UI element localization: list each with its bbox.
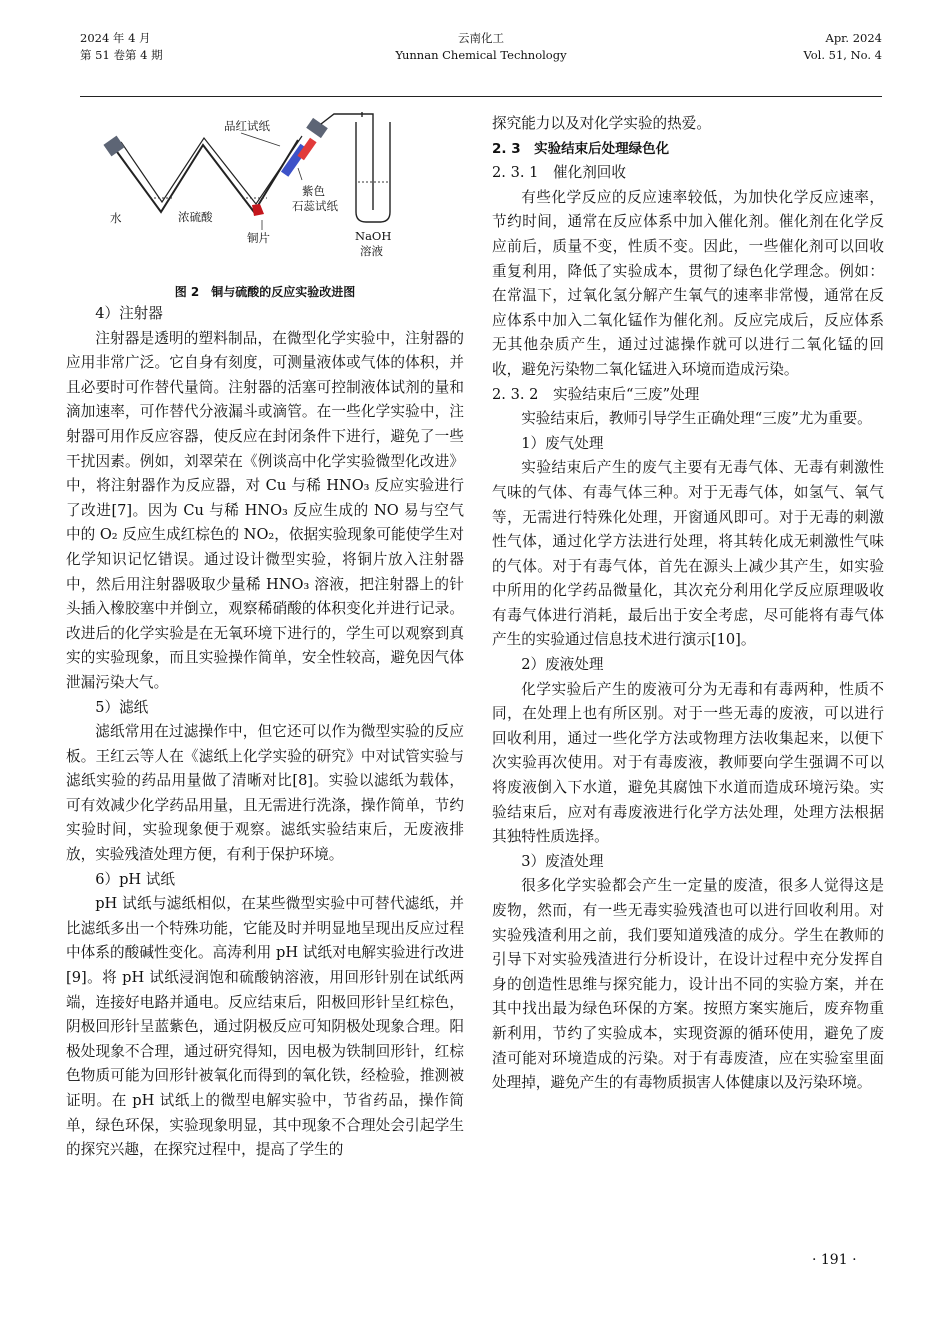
para-three-wastes: 实验结束后，教师引导学生正确处理“三废”尤为重要。 [521,410,872,428]
section-2-3-1-heading: 2. 3. 1 催化剂回收 [492,164,626,182]
figure-2 [66,110,464,280]
para-ph-paper: pH 试纸与滤纸相似，在某些微型实验中可替代滤纸，并比滤纸多出一个特殊功能，它能及时并明显地呈现出反应过程中体系的酸碱性变化。高涛利用 pH 试纸对电解实验进行改进[9]。将 pH 试纸浸润饱和硫酸钠溶液，用回形针别在试纸两端，连接好电路并通电。反应结束后，阳极回形针呈红棕色，阴极回形针呈蓝紫色，通过阴极反应可知阴极处现象合理。阳极处现象不合理，通过研究得知，因电极为铁制回形针，红棕色物质可能为回形针被氧化而得到的氧化铁，经检验，推测被证明。在 pH 试纸上的微型电解实验中，节省药品，操作简单，绿色环保，实验现象明显，其中现象不合理处会引起学生的探究兴趣，在探究过程中，提高了学生的 [66,895,464,1159]
label-naoh-2: 溶液 [360,244,383,258]
header-center [80,30,882,64]
right-column [492,112,884,1096]
heading-ph-paper: 6）pH 试纸 [95,870,175,888]
journal-name-en: Yunnan Chemical Technology [395,48,567,62]
section-2-3-2-heading: 2. 3. 2 实验结束后“三废”处理 [492,385,700,403]
copper-piece [252,204,264,216]
para-filter-paper: 滤纸常用在过滤操作中，但它还可以作为微型实验的反应板。王红云等人在《滤纸上化学实验的研究》中对试管实验与滤纸实验的药品用量做了清晰对比[8]。实验以滤纸为载体，可有效减少化学药品用量，且无需进行洗涤，操作简单，节约实验时间，实验现象便于观察。滤纸实验结束后，无废液排放，实验残渣处理方便，有利于保护环境。 [66,723,464,864]
heading-syringe: 4）注射器 [95,305,163,322]
header-right [803,30,882,64]
label-litmus-1: 紫色 [302,184,325,198]
apparatus-diagram [66,110,464,280]
left-stopper [103,136,124,157]
label-pinhong: 品红试纸 [224,119,270,133]
header-date: 2024 年 4 月 [80,31,151,45]
para-syringe: 注射器是透明的塑料制品，在微型化学实验中，注射器的应用非常广泛。它自身有刻度，可测量液体或气体的体积，并且必要时可作替代量筒。注射器的活塞可控制液体试剂的量和滴加速率，可作替代分液漏斗或滴管。在一些化学实验中，注射器可用作反应容器，使反应在封闭条件下进行，避免了一些干扰因素。例如，刘翠荣在《例谈高中化学实验微型化改进》中，将注射器作为反应器，对 Cu 与稀 HNO₃ 反应实验进行了改进[7]。因为 Cu 与稀 HNO₃ 反应生成的 NO 易与空气中的 O₂ 反应生成红棕色的 NO₂，依据实验现象可能使学生对化学知识记忆错误。通过设计微型实验，将铜片放入注射器中，然后用注射器吸取少量稀 HNO₃ 溶液，把注射器上的针头插入橡胶塞中并倒立，观察稀硝酸的体积变化并进行记录。改进后的化学实验是在无氧环境下进行的，学生可以观察到真实的实验现象，而且实验操作简单，安全性较高，避免因气体泄漏污染大气。 [66,329,464,691]
zigzag-tube [112,136,302,212]
header-volume-en: Vol. 51, No. 4 [803,48,882,62]
leader-pinhong [241,133,280,146]
para-catalyst: 有些化学反应的反应速率较低，为加快化学反应速率，节约时间，通常在反应体系中加入催化剂。催化剂在化学反应前后，质量不变，性质不变。因此，一些催化剂可以回收重复利用，降低了实验成本，贯彻了绿色化学理念。例如：在常温下，过氧化氢分解产生氧气的速率非常慢，通常在反应体系中加入二氧化锰作为催化剂。反应完成后，反应体系无其他杂质产生，通过过滤操作就可以进行二氧化锰的回收，避免污染物二氧化锰进入环境而造成污染。 [492,188,884,378]
figure-caption: 图 2 铜与硫酸的反应实验改进图 [174,285,356,299]
header-rule [80,96,882,97]
delivery-tube [321,112,373,210]
section-2-3-heading: 2. 3 实验结束后处理绿色化 [492,140,670,157]
heading-waste-gas: 1）废气处理 [521,434,604,452]
heading-waste-residue: 3）废渣处理 [521,852,604,870]
para-waste-gas: 实验结束后产生的废气主要有无毒气体、无毒有刺激性气味的气体、有毒气体三种。对于无毒气体，如氢气、氧气等，无需进行特殊化处理，开窗通风即可。对于无毒的刺激性气体，通过化学方法进行处理，将其转化成无刺激性气味的气体。对于有毒气体，首先在源头上减少其产生，如实验中所用的化学药品微量化，其次充分利用化学反应原理吸收有毒气体进行消耗，最后出于安全考虑，尽可能将有毒气体产生的实验通过信息技术进行演示[10]。 [492,459,884,649]
label-copper: 铜片 [247,231,270,245]
leader-litmus [298,168,302,180]
para-waste-residue: 很多化学实验都会产生一定量的废渣，很多人觉得这是废物，然而，有一些无毒实验残渣也可以进行回收利用。对实验残渣利用之前，我们要知道残渣的成分。学生在教师的引导下对实验残渣进行分析设计，在设计过程中充分发挥自身的创造性思维与探究能力，设计出不同的实验方案，并在其中找出最为绿色环保的方案。按照方案实施后，废弃物重新利用，节约了实验成本，实现资源的循环使用，避免了废渣可能对环境造成的污染。对于有毒废渣，应在实验室里面处理掉，避免产生的有毒物质损害人体健康以及污染环境。 [492,877,884,1092]
label-naoh-1: NaOH [355,229,392,243]
left-column [66,110,464,1163]
running-header [80,30,882,92]
journal-name-cn: 云南化工 [458,31,504,45]
label-water: 水 [110,211,122,225]
header-date-en: Apr. 2024 [825,31,882,45]
heading-filter-paper: 5）滤纸 [95,698,149,716]
label-litmus-2: 石蕊试纸 [292,199,338,213]
label-acid: 浓硫酸 [178,210,213,224]
header-volume-cn: 第 51 卷第 4 期 [80,48,163,62]
page-number: · 191 · [812,1252,857,1268]
para-waste-liquid: 化学实验后产生的废液可分为无毒和有毒两种，性质不同，在处理上也有所区别。对于一些无毒的废液，可以进行回收利用，通过一些化学方法或物理方法收集起来，以便下次实验再次使用。对于有毒废液，教师要向学生强调不可以将废液倒入下水道，避免其腐蚀下水道而造成环境污染。实验结束后，应对有毒废液进行化学方法处理，处理方法根据其独特性质选择。 [492,680,884,846]
para-continuation: 探究能力以及对化学实验的热爱。 [492,115,711,132]
heading-waste-liquid: 2）废液处理 [521,656,604,674]
